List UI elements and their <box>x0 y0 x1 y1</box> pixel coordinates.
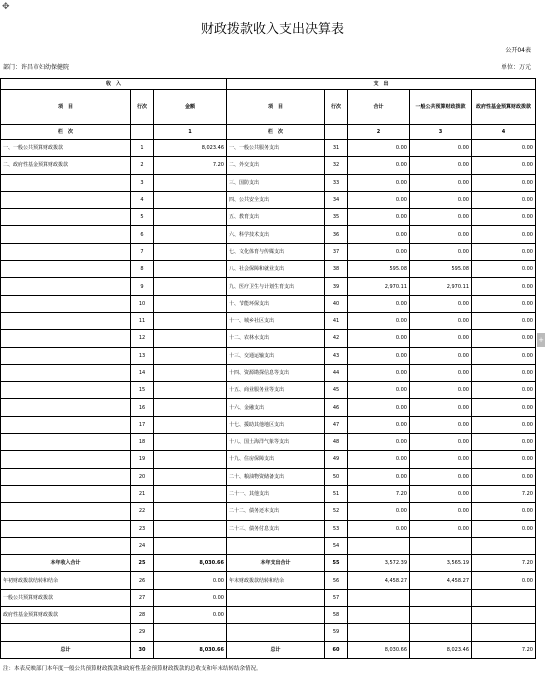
income-rowno-cell: 24 <box>131 537 154 554</box>
gov-fund-cell <box>472 607 536 624</box>
income-amount-cell <box>154 624 227 641</box>
expense-total-cell <box>348 537 410 554</box>
table-row <box>1 278 536 295</box>
expense-total-cell: 0.00 <box>348 434 410 451</box>
gov-fund-cell: 0.00 <box>472 261 536 278</box>
expense-rowno-cell: 54 <box>325 537 348 554</box>
income-amount-cell <box>154 226 227 243</box>
income-amount-cell <box>154 191 227 208</box>
expense-rowno-cell: 37 <box>325 243 348 260</box>
expense-rowno-cell: 31 <box>325 140 348 157</box>
income-rowno-cell: 13 <box>131 347 154 364</box>
table-row <box>1 330 536 347</box>
income-amount-cell: 8,030.66 <box>154 641 227 658</box>
general-budget-cell: 0.00 <box>410 399 472 416</box>
general-budget-cell: 0.00 <box>410 382 472 399</box>
general-budget-cell: 0.00 <box>410 295 472 312</box>
income-amount-cell <box>154 468 227 485</box>
expense-item-cell: 二十三、债务付息支出 <box>227 520 325 537</box>
expense-rowno-cell: 56 <box>325 572 348 589</box>
gov-fund-cell: 0.00 <box>472 157 536 174</box>
col-index-4: 4 <box>472 125 536 140</box>
general-budget-cell: 0.00 <box>410 520 472 537</box>
income-rowno-cell: 5 <box>131 209 154 226</box>
income-rowno-header: 行次 <box>131 90 154 125</box>
general-budget-cell: 0.00 <box>410 209 472 226</box>
income-rowno-cell: 16 <box>131 399 154 416</box>
table-row <box>1 520 536 537</box>
expense-total-cell: 4,458.27 <box>348 572 410 589</box>
table-row <box>1 140 536 157</box>
income-rowno-cell: 30 <box>131 641 154 658</box>
col-index-3: 3 <box>410 125 472 140</box>
expense-rowno-header: 行次 <box>325 90 348 125</box>
expense-section-header: 支 出 <box>227 79 536 90</box>
table-row <box>1 399 536 416</box>
expense-item-header: 项 目 <box>227 90 325 125</box>
general-budget-cell: 0.00 <box>410 503 472 520</box>
income-amount-cell: 8,030.66 <box>154 555 227 572</box>
expense-item-cell <box>227 589 325 606</box>
empty-cell <box>131 125 154 140</box>
gov-fund-cell: 0.00 <box>472 416 536 433</box>
expense-total-cell: 0.00 <box>348 330 410 347</box>
income-rowno-cell: 12 <box>131 330 154 347</box>
add-icon[interactable]: + <box>537 333 545 347</box>
gov-fund-cell: 0.00 <box>472 347 536 364</box>
table-row <box>1 209 536 226</box>
expense-rowno-cell: 47 <box>325 416 348 433</box>
general-budget-cell: 0.00 <box>410 174 472 191</box>
income-item-cell <box>1 416 131 433</box>
expense-rowno-cell: 45 <box>325 382 348 399</box>
table-row <box>1 468 536 485</box>
income-amount-cell <box>154 399 227 416</box>
general-budget-cell: 3,565.19 <box>410 555 472 572</box>
table-row <box>1 226 536 243</box>
page-title: 财政拨款收入支出决算表 <box>200 22 344 37</box>
gov-fund-cell <box>472 589 536 606</box>
general-budget-cell: 0.00 <box>410 330 472 347</box>
income-item-cell <box>1 503 131 520</box>
income-amount-cell <box>154 451 227 468</box>
gov-fund-cell: 0.00 <box>472 468 536 485</box>
expense-rowno-cell: 46 <box>325 399 348 416</box>
table-row <box>1 434 536 451</box>
income-lanci-label: 栏 次 <box>1 125 131 140</box>
general-budget-cell: 0.00 <box>410 140 472 157</box>
table-row <box>1 589 536 606</box>
income-amount-cell: 7.20 <box>154 157 227 174</box>
gov-fund-cell: 7.20 <box>472 485 536 502</box>
income-rowno-cell: 6 <box>131 226 154 243</box>
income-amount-cell <box>154 261 227 278</box>
income-rowno-cell: 28 <box>131 607 154 624</box>
expense-rowno-cell: 34 <box>325 191 348 208</box>
general-budget-cell: 595.08 <box>410 261 472 278</box>
expense-total-cell: 0.00 <box>348 295 410 312</box>
income-amount-cell <box>154 503 227 520</box>
income-item-cell <box>1 330 131 347</box>
expense-total-cell: 0.00 <box>348 312 410 329</box>
gov-fund-cell: 0.00 <box>472 140 536 157</box>
col-index-2: 2 <box>348 125 410 140</box>
expense-item-cell: 五、教育支出 <box>227 209 325 226</box>
general-budget-cell: 0.00 <box>410 416 472 433</box>
table-row <box>1 555 536 572</box>
gov-fund-cell <box>472 537 536 554</box>
income-rowno-cell: 19 <box>131 451 154 468</box>
income-amount-header: 金额 <box>154 90 227 125</box>
general-budget-cell: 0.00 <box>410 312 472 329</box>
expense-rowno-cell: 43 <box>325 347 348 364</box>
expense-total-cell: 0.00 <box>348 174 410 191</box>
income-amount-cell: 8,023.46 <box>154 140 227 157</box>
table-row <box>1 641 536 658</box>
income-item-cell <box>1 537 131 554</box>
expense-rowno-cell: 38 <box>325 261 348 278</box>
general-budget-cell: 0.00 <box>410 226 472 243</box>
income-item-cell: 总计 <box>1 641 131 658</box>
income-item-cell <box>1 485 131 502</box>
expense-rowno-cell: 39 <box>325 278 348 295</box>
expense-total-cell <box>348 589 410 606</box>
table-row <box>1 243 536 260</box>
income-amount-cell <box>154 520 227 537</box>
gov-fund-cell: 0.00 <box>472 226 536 243</box>
income-rowno-cell: 7 <box>131 243 154 260</box>
income-item-cell <box>1 347 131 364</box>
income-amount-cell: 0.00 <box>154 572 227 589</box>
general-budget-cell: 8,023.46 <box>410 641 472 658</box>
expense-rowno-cell: 33 <box>325 174 348 191</box>
expense-item-cell: 十三、交通运输支出 <box>227 347 325 364</box>
income-rowno-cell: 3 <box>131 174 154 191</box>
expense-total-cell: 0.00 <box>348 243 410 260</box>
expense-total-cell: 0.00 <box>348 347 410 364</box>
income-amount-cell <box>154 485 227 502</box>
expense-item-cell <box>227 624 325 641</box>
general-budget-cell <box>410 624 472 641</box>
general-budget-header: 一般公共预算财政拨款 <box>410 90 472 125</box>
expense-rowno-cell: 60 <box>325 641 348 658</box>
table-row <box>1 572 536 589</box>
expense-rowno-cell: 57 <box>325 589 348 606</box>
expense-total-cell <box>348 607 410 624</box>
expense-total-cell: 8,030.66 <box>348 641 410 658</box>
expense-item-cell: 二、外交支出 <box>227 157 325 174</box>
income-amount-cell: 0.00 <box>154 607 227 624</box>
general-budget-cell: 2,970.11 <box>410 278 472 295</box>
expense-item-cell: 四、公共安全支出 <box>227 191 325 208</box>
expense-item-cell: 三、国防支出 <box>227 174 325 191</box>
general-budget-cell <box>410 537 472 554</box>
expense-total-cell: 0.00 <box>348 191 410 208</box>
gov-fund-cell: 0.00 <box>472 174 536 191</box>
income-item-cell: 本年收入合计 <box>1 555 131 572</box>
general-budget-cell: 0.00 <box>410 451 472 468</box>
income-rowno-cell: 18 <box>131 434 154 451</box>
col-index-1: 1 <box>154 125 227 140</box>
expense-item-cell: 年末财政拨款结转和结余 <box>227 572 325 589</box>
income-item-header: 项 目 <box>1 90 131 125</box>
income-amount-cell <box>154 382 227 399</box>
gov-fund-cell: 7.20 <box>472 555 536 572</box>
table-row <box>1 174 536 191</box>
table-row <box>1 382 536 399</box>
expense-total-cell: 0.00 <box>348 382 410 399</box>
income-amount-cell <box>154 416 227 433</box>
gov-fund-cell: 0.00 <box>472 295 536 312</box>
table-row <box>1 451 536 468</box>
income-rowno-cell: 8 <box>131 261 154 278</box>
income-amount-cell <box>154 243 227 260</box>
income-amount-cell: 0.00 <box>154 589 227 606</box>
gov-fund-cell: 0.00 <box>472 278 536 295</box>
income-rowno-cell: 23 <box>131 520 154 537</box>
expense-rowno-cell: 51 <box>325 485 348 502</box>
income-amount-cell <box>154 278 227 295</box>
expense-item-cell: 十九、住房保障支出 <box>227 451 325 468</box>
gov-fund-cell: 0.00 <box>472 434 536 451</box>
gov-fund-cell: 0.00 <box>472 312 536 329</box>
table-row <box>1 485 536 502</box>
expense-total-cell: 0.00 <box>348 451 410 468</box>
general-budget-cell <box>410 589 472 606</box>
income-amount-cell <box>154 330 227 347</box>
expense-item-cell: 十、节能环保支出 <box>227 295 325 312</box>
form-number: 公开04表 <box>505 47 531 54</box>
income-amount-cell <box>154 537 227 554</box>
table-row <box>1 607 536 624</box>
expense-item-cell: 六、科学技术支出 <box>227 226 325 243</box>
gov-fund-cell: 0.00 <box>472 209 536 226</box>
income-amount-cell <box>154 364 227 381</box>
expense-rowno-cell: 59 <box>325 624 348 641</box>
income-rowno-cell: 25 <box>131 555 154 572</box>
expense-total-header: 合计 <box>348 90 410 125</box>
expense-total-cell: 0.00 <box>348 140 410 157</box>
expense-total-cell: 0.00 <box>348 468 410 485</box>
expense-total-cell: 595.08 <box>348 261 410 278</box>
income-item-cell <box>1 191 131 208</box>
income-amount-cell <box>154 174 227 191</box>
gov-fund-cell: 0.00 <box>472 520 536 537</box>
expense-total-cell: 0.00 <box>348 503 410 520</box>
gov-fund-cell <box>472 624 536 641</box>
table-row <box>1 347 536 364</box>
department-label: 部门：许昌市妇幼保健院 <box>3 64 70 71</box>
gov-fund-cell: 0.00 <box>472 572 536 589</box>
expense-rowno-cell: 42 <box>325 330 348 347</box>
general-budget-cell: 0.00 <box>410 364 472 381</box>
income-item-cell: 政府性基金预算财政拨款 <box>1 607 131 624</box>
general-budget-cell: 4,458.27 <box>410 572 472 589</box>
income-rowno-cell: 9 <box>131 278 154 295</box>
income-item-cell <box>1 399 131 416</box>
expense-total-cell: 0.00 <box>348 226 410 243</box>
expense-rowno-cell: 49 <box>325 451 348 468</box>
income-item-cell: 一般公共预算财政拨款 <box>1 589 131 606</box>
empty-cell <box>325 125 348 140</box>
expense-total-cell: 0.00 <box>348 416 410 433</box>
income-item-cell <box>1 261 131 278</box>
income-rowno-cell: 11 <box>131 312 154 329</box>
expense-rowno-cell: 52 <box>325 503 348 520</box>
income-item-cell <box>1 174 131 191</box>
table-row <box>1 191 536 208</box>
expense-total-cell: 3,572.39 <box>348 555 410 572</box>
expense-item-cell: 八、社会保障和就业支出 <box>227 261 325 278</box>
income-rowno-cell: 26 <box>131 572 154 589</box>
expense-total-cell <box>348 624 410 641</box>
expense-rowno-cell: 40 <box>325 295 348 312</box>
income-item-cell <box>1 209 131 226</box>
table-row <box>1 312 536 329</box>
gov-fund-cell: 0.00 <box>472 243 536 260</box>
expense-total-cell: 0.00 <box>348 399 410 416</box>
income-rowno-cell: 29 <box>131 624 154 641</box>
expense-item-cell: 十一、城乡社区支出 <box>227 312 325 329</box>
expense-item-cell: 一、一般公共服务支出 <box>227 140 325 157</box>
expense-rowno-cell: 41 <box>325 312 348 329</box>
income-item-cell: 二、政府性基金预算财政拨款 <box>1 157 131 174</box>
gov-fund-cell: 0.00 <box>472 364 536 381</box>
table-row <box>1 537 536 554</box>
expense-item-cell: 十二、农林水支出 <box>227 330 325 347</box>
income-rowno-cell: 14 <box>131 364 154 381</box>
footnote: 注：本表反映部门本年度一般公共预算财政拨款和政府性基金预算财政拨款的总收支和年末结转结余情况。 <box>3 666 262 672</box>
table-row <box>1 261 536 278</box>
expense-rowno-cell: 58 <box>325 607 348 624</box>
expense-rowno-cell: 53 <box>325 520 348 537</box>
income-amount-cell <box>154 295 227 312</box>
expense-rowno-cell: 50 <box>325 468 348 485</box>
income-item-cell <box>1 624 131 641</box>
move-anchor-icon[interactable]: ✥ <box>2 2 10 12</box>
expense-item-cell: 十八、国土海洋气象等支出 <box>227 434 325 451</box>
income-rowno-cell: 2 <box>131 157 154 174</box>
general-budget-cell <box>410 607 472 624</box>
income-item-cell <box>1 243 131 260</box>
gov-fund-cell: 0.00 <box>472 330 536 347</box>
income-item-cell: 一、一般公共预算财政拨款 <box>1 140 131 157</box>
income-rowno-cell: 15 <box>131 382 154 399</box>
expense-item-cell: 十七、援助其他地区支出 <box>227 416 325 433</box>
expense-item-cell <box>227 607 325 624</box>
income-amount-cell <box>154 434 227 451</box>
gov-fund-cell: 7.20 <box>472 641 536 658</box>
expense-total-cell: 0.00 <box>348 157 410 174</box>
expense-item-cell: 十五、商业服务业等支出 <box>227 382 325 399</box>
table-row <box>1 364 536 381</box>
expense-rowno-cell: 36 <box>325 226 348 243</box>
general-budget-cell: 0.00 <box>410 347 472 364</box>
general-budget-cell: 0.00 <box>410 191 472 208</box>
income-section-header: 收 入 <box>1 79 227 90</box>
income-item-cell: 年初财政拨款结转和结余 <box>1 572 131 589</box>
gov-fund-cell: 0.00 <box>472 451 536 468</box>
expense-total-cell: 0.00 <box>348 209 410 226</box>
income-item-cell <box>1 226 131 243</box>
table-row <box>1 295 536 312</box>
expense-item-cell: 二十二、债务还本支出 <box>227 503 325 520</box>
gov-fund-header: 政府性基金预算财政拨款 <box>472 90 536 125</box>
income-item-cell <box>1 520 131 537</box>
expense-lanci-label: 栏 次 <box>227 125 325 140</box>
income-amount-cell <box>154 312 227 329</box>
income-rowno-cell: 4 <box>131 191 154 208</box>
expense-item-cell: 本年支出合计 <box>227 555 325 572</box>
expense-rowno-cell: 55 <box>325 555 348 572</box>
income-item-cell <box>1 451 131 468</box>
income-item-cell <box>1 312 131 329</box>
income-amount-cell <box>154 347 227 364</box>
gov-fund-cell: 0.00 <box>472 399 536 416</box>
income-amount-cell <box>154 209 227 226</box>
expense-rowno-cell: 48 <box>325 434 348 451</box>
income-item-cell <box>1 295 131 312</box>
budget-table <box>0 78 536 659</box>
expense-item-cell <box>227 537 325 554</box>
table-row <box>1 157 536 174</box>
gov-fund-cell: 0.00 <box>472 382 536 399</box>
currency-unit-label: 单位：万元 <box>500 64 531 71</box>
general-budget-cell: 0.00 <box>410 157 472 174</box>
expense-rowno-cell: 44 <box>325 364 348 381</box>
expense-item-cell: 七、文化体育与传媒支出 <box>227 243 325 260</box>
expense-item-cell: 总计 <box>227 641 325 658</box>
expense-total-cell: 7.20 <box>348 485 410 502</box>
gov-fund-cell: 0.00 <box>472 191 536 208</box>
income-rowno-cell: 27 <box>131 589 154 606</box>
gov-fund-cell: 0.00 <box>472 503 536 520</box>
income-item-cell <box>1 364 131 381</box>
income-rowno-cell: 21 <box>131 485 154 502</box>
expense-total-cell: 0.00 <box>348 364 410 381</box>
income-rowno-cell: 20 <box>131 468 154 485</box>
general-budget-cell: 0.00 <box>410 485 472 502</box>
income-item-cell <box>1 468 131 485</box>
expense-item-cell: 十四、资源勘探信息等支出 <box>227 364 325 381</box>
income-rowno-cell: 10 <box>131 295 154 312</box>
general-budget-cell: 0.00 <box>410 243 472 260</box>
general-budget-cell: 0.00 <box>410 434 472 451</box>
table-row <box>1 416 536 433</box>
expense-total-cell: 0.00 <box>348 520 410 537</box>
expense-item-cell: 二十、粮油物资储备支出 <box>227 468 325 485</box>
general-budget-cell: 0.00 <box>410 468 472 485</box>
income-rowno-cell: 17 <box>131 416 154 433</box>
table-row <box>1 503 536 520</box>
expense-rowno-cell: 35 <box>325 209 348 226</box>
income-rowno-cell: 22 <box>131 503 154 520</box>
expense-rowno-cell: 32 <box>325 157 348 174</box>
expense-item-cell: 九、医疗卫生与计划生育支出 <box>227 278 325 295</box>
income-rowno-cell: 1 <box>131 140 154 157</box>
table-row <box>1 624 536 641</box>
income-item-cell <box>1 434 131 451</box>
expense-total-cell: 2,970.11 <box>348 278 410 295</box>
income-item-cell <box>1 382 131 399</box>
income-item-cell <box>1 278 131 295</box>
expense-item-cell: 十六、金融支出 <box>227 399 325 416</box>
expense-item-cell: 二十一、其他支出 <box>227 485 325 502</box>
